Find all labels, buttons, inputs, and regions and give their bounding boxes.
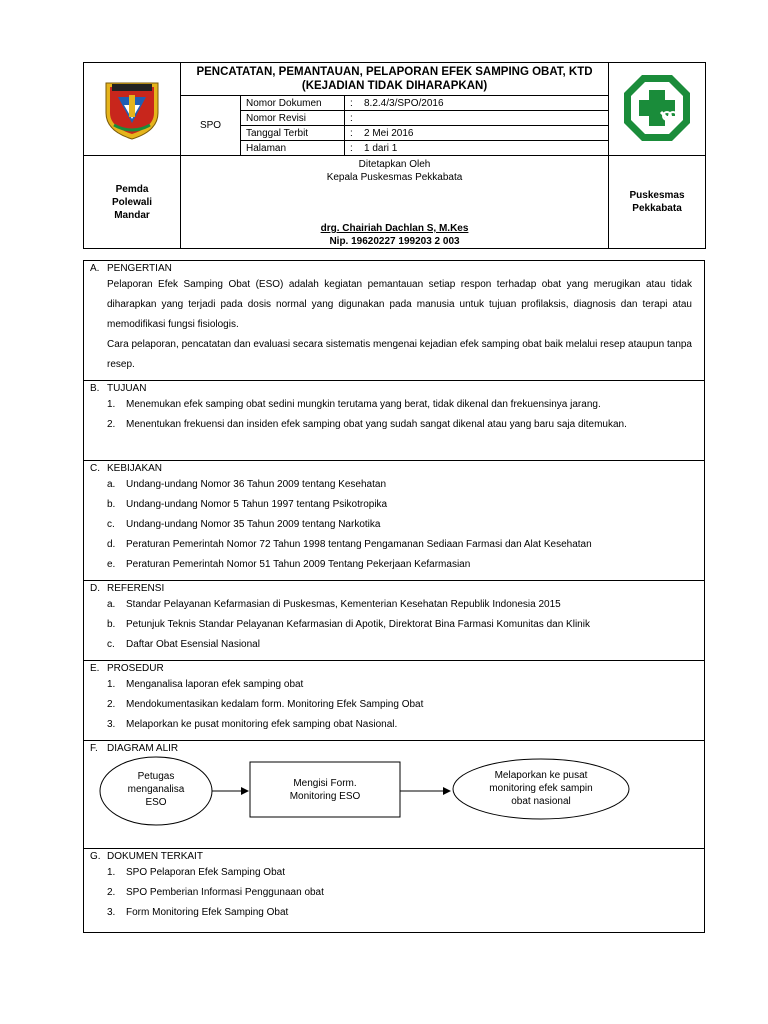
established-by: Kepala Puskesmas Pekkabata [326,172,463,183]
puskesmas-logo-icon [621,72,693,144]
sop-content [83,260,705,933]
polewali-mandar-emblem-icon [102,75,162,141]
section-kebijakan [84,461,705,581]
list-item: e. Peraturan Pemerintah Nomor 51 Tahun 2009 Tentang Pekerjaan Kefarmasian [107,559,471,570]
list-item: 3. Form Monitoring Efek Samping Obat [107,907,289,918]
list-item: d. Peraturan Pemerintah Nomor 72 Tahun 1998 tentang Pengamanan Sediaan Farmasi dan Alat Kesehatan [107,539,592,550]
document-header [83,62,706,249]
left-org-name: Pemda Polewali Mandar [84,156,181,249]
section-c-heading: C. KEBIJAKAN [90,463,163,474]
flow-node-2-label: Mengisi Form. Monitoring ESO [289,778,361,802]
section-b-heading: B. TUJUAN [90,383,147,394]
section-dokumen-terkait [84,849,705,933]
right-logo-cell [609,63,706,156]
section-a-heading: A. PENGERTIAN [90,263,172,274]
doc-number-value: : 8.2.4/3/SPO/2016 [345,96,609,111]
list-item: 2. Mendokumentasikan kedalam form. Monitoring Efek Samping Obat [107,699,424,710]
doc-type-label: SPO [181,96,241,156]
list-item: a. Undang-undang Nomor 36 Tahun 2009 tentang Kesehatan [107,479,387,490]
section-tujuan [84,381,705,461]
revision-label: Nomor Revisi [241,111,345,126]
section-e-heading: E. PROSEDUR [90,663,164,674]
issue-date-label: Tanggal Terbit [241,126,345,141]
section-f-heading: F. DIAGRAM ALIR [90,743,179,754]
page-value: : 1 dari 1 [345,141,609,156]
reporting-paragraph: Cara pelaporan, pencatatan dan evaluasi secara sistematis mengenai kejadian efek samping obat baik melalui resep ataupun tanpa resep. [107,339,692,370]
list-item: b. Undang-undang Nomor 5 Tahun 1997 tentang Psikotropika [107,499,388,510]
flow-diagram [88,755,692,845]
list-item: 2. SPO Pemberian Informasi Penggunaan obat [107,887,324,898]
list-item: 1. SPO Pelaporan Efek Samping Obat [107,867,285,878]
list-item: 3. Melaporkan ke pusat monitoring efek samping obat Nasional. [107,719,398,730]
definition-paragraph: Pelaporan Efek Samping Obat (ESO) adalah kegiatan pemantauan setiap respon terhadap obat yang merugikan atau tidak diharapkan yang terjadi pada dosis normal yang digunakan pada manusia untuk tujuan profilaksis, diagnosis dan terapi atau memodifikasi fungsi fisiologis. [107,279,692,330]
section-referensi [84,581,705,661]
section-d-heading: D. REFERENSI [90,583,165,594]
revision-value: : [345,111,609,126]
section-pengertian [84,261,705,381]
flow-node-3-label: Melaporkan ke pusat monitoring efek sampin obat nasional [489,770,593,807]
right-org-name: Puskesmas Pekkabata [609,156,706,249]
document-title: PENCATATAN, PEMANTAUAN, PELAPORAN EFEK SAMPING OBAT, KTD (KEJADIAN TIDAK DIHARAPKAN) [181,63,609,96]
signer-name: drg. Chairiah Dachlan S, M.Kes [320,223,469,234]
approval-block [181,156,609,249]
list-item: c. Daftar Obat Esensial Nasional [107,639,260,650]
list-item: b. Petunjuk Teknis Standar Pelayanan Kefarmasian di Apotik, Direktorat Bina Farmasi Komunitas dan Klinik [107,619,590,630]
left-logo-cell [84,63,181,156]
section-g-heading: G. DOKUMEN TERKAIT [90,851,203,862]
list-item: 2. Menentukan frekuensi dan insiden efek samping obat yang sudah sangat dikenal atau yang baru saja ditemukan. [107,419,627,430]
page-label: Halaman [241,141,345,156]
signer-nip: Nip. 19620227 199203 2 003 [329,236,460,247]
flow-node-1-label: Petugas menganalisa ESO [127,771,185,808]
list-item: c. Undang-undang Nomor 35 Tahun 2009 tentang Narkotika [107,519,381,530]
issue-date-value: : 2 Mei 2016 [345,126,609,141]
section-prosedur [84,661,705,741]
section-diagram-alir [84,741,705,849]
established-label: Ditetapkan Oleh [358,159,431,170]
list-item: 1. Menganalisa laporan efek samping obat [107,679,304,690]
list-item: 1. Menemukan efek samping obat sedini mungkin terutama yang berat, tidak dikenal dan frekuensinya jarang. [107,399,601,410]
list-item: a. Standar Pelayanan Kefarmasian di Puskesmas, Kementerian Kesehatan Republik Indonesia 2015 [107,599,561,610]
doc-number-label: Nomor Dokumen [241,96,345,111]
